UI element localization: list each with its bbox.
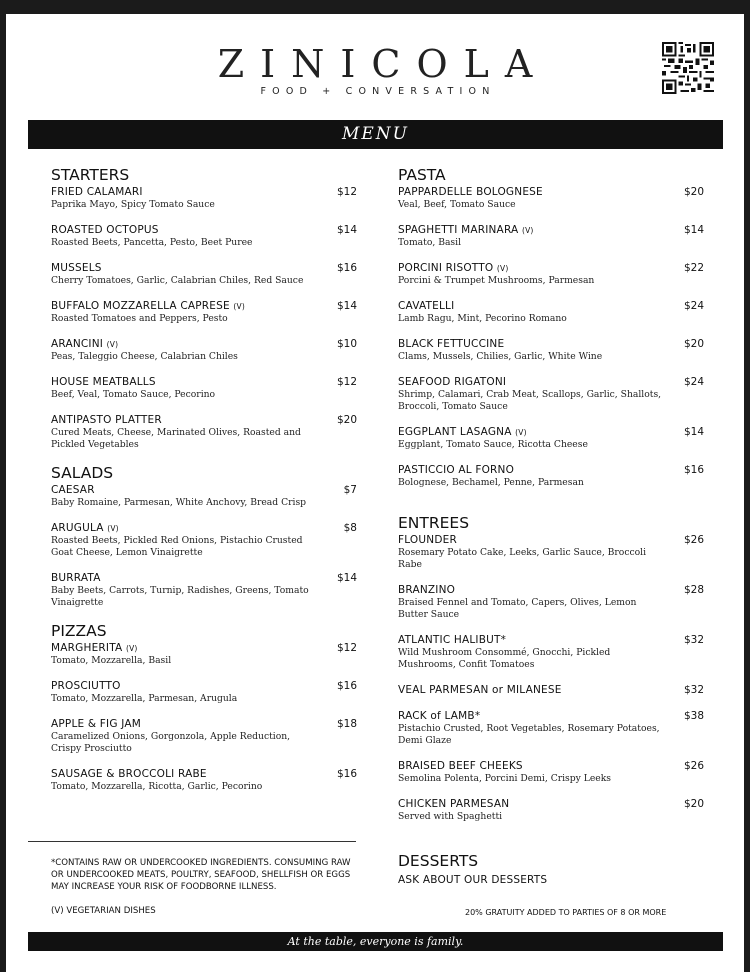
item-name-row	[398, 464, 704, 477]
item-name-row	[398, 262, 704, 275]
item-price: $14	[683, 224, 704, 236]
menu-item	[51, 642, 357, 667]
divider	[28, 841, 356, 842]
item-price: $20	[683, 338, 704, 350]
menu-item	[398, 262, 704, 287]
item-price: $14	[336, 572, 357, 584]
item-price: $26	[683, 760, 704, 772]
vegetarian-badge: (V)	[521, 226, 534, 235]
item-name: CAVATELLI	[398, 300, 455, 312]
item-description: Rosemary Potato Cake, Leeks, Garlic Sauce, Broccoli Rabe	[398, 547, 647, 570]
item-name-row	[398, 338, 704, 351]
item-name-row	[398, 634, 704, 647]
vegetarian-badge: (V)	[125, 644, 138, 653]
item-name-row	[51, 186, 357, 199]
item-price: $24	[683, 300, 704, 312]
item-name-row	[398, 186, 704, 199]
menu-item	[51, 680, 357, 705]
item-name: CAESAR	[51, 484, 95, 496]
item-name-row	[398, 534, 704, 547]
menu-banner: MENU	[28, 120, 723, 149]
item-name-row	[51, 414, 357, 427]
section-title: SALADS	[51, 464, 114, 482]
menu-item	[398, 464, 704, 489]
item-name-row	[51, 484, 357, 497]
item-price: $16	[336, 768, 357, 780]
item-name-row	[398, 426, 704, 439]
item-price: $7	[343, 484, 357, 496]
section-salads	[51, 464, 357, 609]
vegetarian-badge: (V)	[106, 340, 119, 349]
item-name-row	[398, 798, 704, 811]
menu-item	[398, 534, 704, 571]
item-name: ATLANTIC HALIBUT*	[398, 634, 507, 646]
item-name-row	[51, 262, 357, 275]
gratuity-note: 20% GRATUITY ADDED TO PARTIES OF 8 OR MORE	[465, 908, 667, 917]
item-name-row	[398, 684, 704, 697]
item-name-row	[51, 224, 357, 237]
item-name: APPLE & FIG JAM	[51, 718, 141, 730]
item-description: Baby Romaine, Parmesan, White Anchovy, Bread Crisp	[51, 497, 307, 508]
item-name-row	[51, 376, 357, 389]
left-column	[51, 166, 357, 806]
item-name-row	[51, 718, 357, 731]
item-list	[51, 484, 357, 609]
item-list	[398, 186, 704, 489]
item-price: $32	[683, 634, 704, 646]
item-description: Tomato, Mozzarella, Ricotta, Garlic, Pecorino	[51, 781, 263, 792]
vegetarian-badge: (V)	[496, 264, 509, 273]
section-title: PIZZAS	[51, 622, 107, 640]
item-name: FRIED CALAMARI	[51, 186, 143, 198]
item-name: PAPPARDELLE BOLOGNESE	[398, 186, 543, 198]
item-name: MUSSELS	[51, 262, 102, 274]
item-description: Tomato, Basil	[398, 237, 462, 248]
item-description: Eggplant, Tomato Sauce, Ricotta Cheese	[398, 439, 588, 450]
menu-item	[398, 684, 704, 697]
item-name-row	[51, 572, 357, 585]
item-name: ARUGULA	[51, 522, 104, 534]
item-name: PASTICCIO AL FORNO	[398, 464, 515, 476]
menu-item	[51, 484, 357, 509]
menu-item	[51, 718, 357, 755]
item-price: $20	[683, 186, 704, 198]
menu-item	[398, 798, 704, 823]
item-name: PORCINI RISOTTO	[398, 262, 494, 274]
item-description: Paprika Mayo, Spicy Tomato Sauce	[51, 199, 215, 210]
item-name: SEAFOOD RIGATONI	[398, 376, 507, 388]
item-name-row	[398, 300, 704, 313]
section-entrees	[398, 514, 704, 823]
section-desserts	[398, 852, 587, 887]
item-list	[51, 186, 357, 451]
menu-page	[6, 14, 744, 972]
item-description: Beef, Veal, Tomato Sauce, Pecorino	[51, 389, 216, 400]
item-description: Roasted Beets, Pancetta, Pesto, Beet Puree	[51, 237, 253, 248]
section-title: PASTA	[398, 166, 446, 184]
menu-item	[398, 584, 704, 621]
item-name: BRANZINO	[398, 584, 456, 596]
item-price: $14	[336, 300, 357, 312]
item-description: Braised Fennel and Tomato, Capers, Olives, Lemon Butter Sauce	[398, 597, 637, 620]
item-price: $28	[683, 584, 704, 596]
item-description: Bolognese, Bechamel, Penne, Parmesan	[398, 477, 584, 488]
menu-item	[398, 300, 704, 325]
item-price: $22	[683, 262, 704, 274]
item-description: Caramelized Onions, Gorgonzola, Apple Reduction, Crispy Prosciutto	[51, 731, 291, 754]
item-name: ROASTED OCTOPUS	[51, 224, 159, 236]
item-name: BURRATA	[51, 572, 101, 584]
item-name: FLOUNDER	[398, 534, 457, 546]
menu-item	[51, 522, 357, 559]
section-title: ENTREES	[398, 514, 470, 532]
menu-item	[398, 186, 704, 211]
item-description: Peas, Taleggio Cheese, Calabrian Chiles	[51, 351, 238, 362]
section-pizzas	[51, 622, 357, 793]
item-name-row	[51, 680, 357, 693]
menu-item	[398, 710, 704, 747]
item-name: BRAISED BEEF CHEEKS	[398, 760, 523, 772]
item-description: Clams, Mussels, Chilies, Garlic, White Wine	[398, 351, 603, 362]
menu-item	[398, 426, 704, 451]
item-description: Veal, Beef, Tomato Sauce	[398, 199, 516, 210]
item-name: VEAL PARMESAN or MILANESE	[398, 684, 562, 696]
item-price: $20	[683, 798, 704, 810]
item-name: PROSCIUTTO	[51, 680, 121, 692]
item-description: Pistachio Crusted, Root Vegetables, Rosemary Potatoes, Demi Glaze	[398, 723, 660, 746]
menu-item	[51, 224, 357, 249]
item-description: Wild Mushroom Consommé, Gnocchi, Pickled Mushrooms, Confit Tomatoes	[398, 647, 611, 670]
section-starters	[51, 166, 357, 451]
item-name-row	[51, 522, 357, 535]
item-name-row	[398, 584, 704, 597]
vegetarian-badge: (V)	[107, 524, 119, 533]
item-description: Served with Spaghetti	[398, 811, 503, 822]
menu-item	[398, 760, 704, 785]
menu-item	[51, 768, 357, 793]
item-description: Baby Beets, Carrots, Turnip, Radishes, Greens, Tomato Vinaigrette	[51, 585, 309, 608]
footer-quote: At the table, everyone is family.	[28, 932, 723, 951]
item-name: ANTIPASTO PLATTER	[51, 414, 162, 426]
item-price: $16	[336, 262, 357, 274]
item-price: $18	[336, 718, 357, 730]
item-price: $14	[683, 426, 704, 438]
menu-item	[398, 634, 704, 671]
item-name: SAUSAGE & BROCCOLI RABE	[51, 768, 207, 780]
menu-item	[51, 186, 357, 211]
item-price: $20	[336, 414, 357, 426]
item-name-row	[51, 642, 357, 655]
item-name: HOUSE MEATBALLS	[51, 376, 156, 388]
menu-item	[51, 414, 357, 451]
item-price: $12	[336, 186, 357, 198]
item-description: Semolina Polenta, Porcini Demi, Crispy Leeks	[398, 773, 612, 784]
vegetarian-note: (V) VEGETARIAN DISHES	[51, 906, 156, 916]
item-price: $12	[336, 376, 357, 388]
item-description: Lamb Ragu, Mint, Pecorino Romano	[398, 313, 567, 324]
item-name: BLACK FETTUCCINE	[398, 338, 505, 350]
item-name-row	[398, 760, 704, 773]
item-description: Tomato, Mozzarella, Parmesan, Arugula	[51, 693, 238, 704]
brand-logo: ZINICOLA	[217, 42, 549, 86]
item-description: Porcini & Trumpet Mushrooms, Parmesan	[398, 275, 595, 286]
item-description: Roasted Tomatoes and Peppers, Pesto	[51, 313, 228, 324]
right-column	[398, 166, 704, 836]
item-name: BUFFALO MOZZARELLA CAPRESE	[51, 300, 230, 312]
item-description: Shrimp, Calamari, Crab Meat, Scallops, Garlic, Shallots, Broccoli, Tomato Sauce	[398, 389, 662, 412]
item-description: Cherry Tomatoes, Garlic, Calabrian Chiles, Red Sauce	[51, 275, 304, 286]
item-price: $38	[683, 710, 704, 722]
item-name-row	[398, 710, 704, 723]
item-price: $14	[336, 224, 357, 236]
item-name: EGGPLANT LASAGNA	[398, 426, 512, 438]
desserts-note: ASK ABOUT OUR DESSERTS	[398, 874, 548, 886]
menu-item	[51, 338, 357, 363]
menu-item	[51, 572, 357, 609]
qr-code-icon[interactable]	[662, 42, 714, 94]
item-list	[51, 642, 357, 793]
item-name: SPAGHETTI MARINARA	[398, 224, 519, 236]
item-name-row	[51, 338, 357, 351]
section-pasta	[398, 166, 704, 489]
item-description: Tomato, Mozzarella, Basil	[51, 655, 172, 666]
item-list	[398, 534, 704, 823]
item-name: RACK of LAMB*	[398, 710, 481, 722]
vegetarian-badge: (V)	[515, 428, 527, 437]
item-name: CHICKEN PARMESAN	[398, 798, 510, 810]
item-price: $16	[336, 680, 357, 692]
section-title: STARTERS	[51, 166, 130, 184]
item-price: $24	[683, 376, 704, 388]
item-price: $16	[683, 464, 704, 476]
item-name-row	[398, 224, 704, 237]
vegetarian-badge: (V)	[233, 302, 245, 311]
item-description: Cured Meats, Cheese, Marinated Olives, Roasted and Pickled Vegetables	[51, 427, 301, 450]
brand-tagline: FOOD + CONVERSATION	[260, 86, 496, 97]
item-price: $8	[343, 522, 357, 534]
menu-item	[51, 300, 357, 325]
menu-item	[398, 338, 704, 363]
item-name-row	[51, 300, 357, 313]
item-name-row	[51, 768, 357, 781]
item-name: MARGHERITA	[51, 642, 123, 654]
item-price: $32	[683, 684, 704, 696]
item-name-row	[398, 376, 704, 389]
item-description: Roasted Beets, Pickled Red Onions, Pistachio Crusted Goat Cheese, Lemon Vinaigrette	[51, 535, 303, 558]
item-name: ARANCINI	[51, 338, 104, 350]
item-price: $12	[336, 642, 357, 654]
menu-item	[398, 376, 704, 413]
item-price: $26	[683, 534, 704, 546]
menu-item	[398, 224, 704, 249]
menu-item	[51, 376, 357, 401]
item-price: $10	[336, 338, 357, 350]
section-title: DESSERTS	[398, 852, 479, 870]
menu-item	[51, 262, 357, 287]
raw-food-warning: *CONTAINS RAW OR UNDERCOOKED INGREDIENTS. CONSUMING RAW OR UNDERCOOKED MEATS, POULTRY, SEAFOOD, SHELLFISH OR EGGS MAY INCREASE YOUR RISK OF FOODBORNE ILLNESS.	[51, 858, 351, 892]
